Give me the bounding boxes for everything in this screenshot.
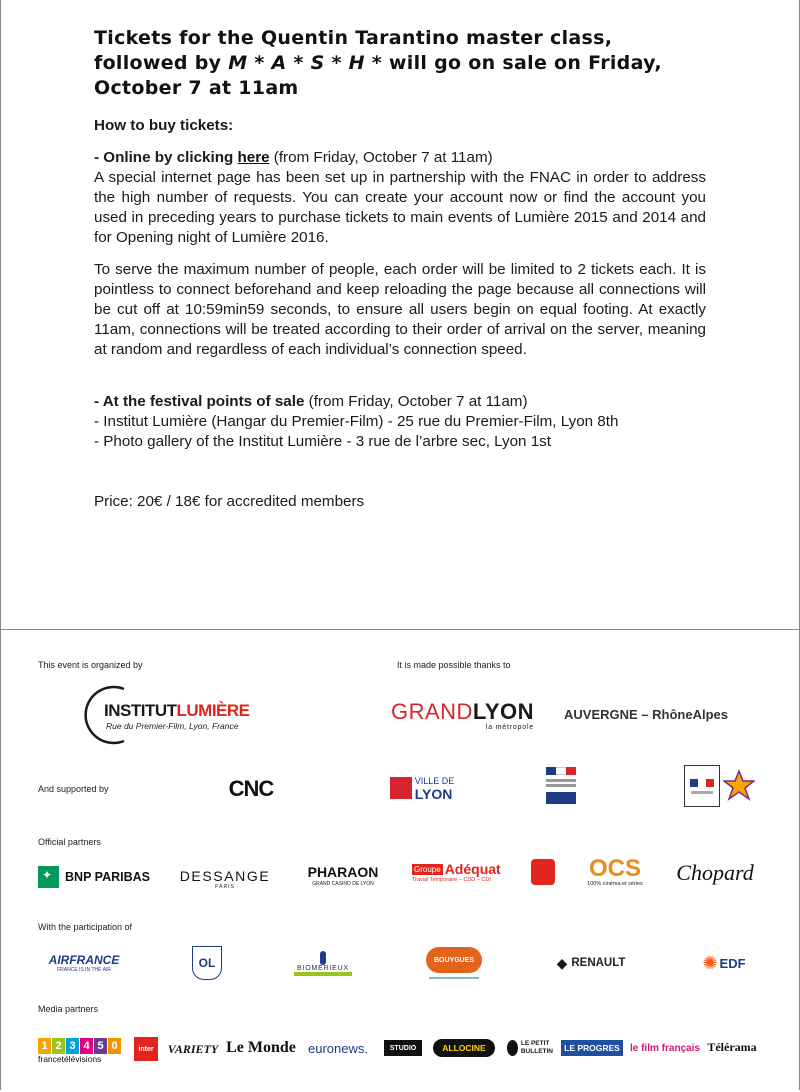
footer-divider <box>0 629 800 630</box>
here-link[interactable]: here <box>237 149 270 166</box>
chopard-logo[interactable]: Chopard <box>676 860 754 885</box>
france-tv-digit: 5 <box>94 1038 107 1054</box>
lion-icon <box>390 777 412 799</box>
ville-de-lyon-text: VILLE DE LYON <box>414 775 455 802</box>
le-film-francais-logo[interactable]: le film français <box>629 1042 701 1054</box>
adequat-wordmark: Groupe Adéquat <box>414 861 501 877</box>
bouygues-bar <box>429 977 479 979</box>
le-petit-bulletin-text: LE PETIT BULLETIN <box>520 1040 553 1055</box>
french-flag-icon <box>690 779 714 787</box>
pharaon-sub: GRAND CASINO DE LYON <box>312 880 374 887</box>
how-heading: How to buy tickets: <box>94 117 234 134</box>
ministry-text-line <box>546 784 576 787</box>
dessange-sub: PARIS <box>215 883 235 890</box>
le-petit-bulletin-dot-icon <box>507 1040 518 1056</box>
ol-logo[interactable]: OL <box>192 946 222 980</box>
caption-official-partners: Official partners <box>38 837 101 847</box>
bnp-wordmark: BNP PARIBAS <box>65 870 150 884</box>
allocine-logo[interactable]: ALLOCINE <box>433 1039 495 1057</box>
prefet-region-logo[interactable] <box>684 765 720 807</box>
air-france-wordmark: AIRFRANCE <box>48 953 120 967</box>
star-icon <box>723 769 755 801</box>
institut-lumiere-subtitle: Rue du Premier-Film, Lyon, France <box>106 721 239 731</box>
renault-diamond-icon: ◆ <box>556 954 568 971</box>
red-partner-badge-icon[interactable] <box>531 859 555 885</box>
festival-line: - At the festival points of sale (from Friday, October 7 at 11am) <box>94 393 528 410</box>
serve-description: To serve the maximum number of people, each order will be limited to 2 tickets each. It is pointless to connect beforehand and keep reloading the page because all connections will be cut off at 10:59min59 seconds, to ensure all users begin on equal footing. At exactly 11am, connections will be treated according to their order of arrival on the server, meaning at random and regardless of each individual’s connection speed. <box>94 261 706 358</box>
semaine-europeenne-logo[interactable] <box>722 763 756 807</box>
grandlyon-subtitle: la métropole <box>485 724 534 731</box>
biomerieux-icon <box>320 951 326 965</box>
france-tv-digit: 0 <box>108 1038 121 1054</box>
pharaon-wordmark: PHARAON <box>307 863 379 880</box>
studio-cine-live-logo[interactable]: STUDIO <box>384 1040 422 1056</box>
le-progres-logo[interactable]: LE PROGRES <box>561 1040 623 1056</box>
edf-wordmark: EDF <box>719 955 746 971</box>
caption-organized-by: This event is organized by <box>38 660 143 670</box>
ministry-text-line <box>691 791 713 794</box>
france-inter-logo[interactable]: inter <box>134 1037 158 1061</box>
telerama-logo[interactable]: Télérama <box>707 1039 757 1054</box>
air-france-sub: FRANCE IS IN THE AIR <box>57 967 111 973</box>
french-flag-icon <box>546 767 576 775</box>
cnc-logo[interactable]: CNC <box>228 776 274 801</box>
renault-logo[interactable] <box>547 952 635 974</box>
adequat-sub: Travail Temporaire – CDD – CDI <box>412 877 491 883</box>
pharaon-logo[interactable] <box>306 859 380 891</box>
ministry-blue-band <box>546 792 576 804</box>
grandlyon-logo[interactable] <box>392 698 534 734</box>
edf-logo[interactable] <box>696 950 752 976</box>
page-title: Tickets for the Quentin Tarantino master class, followed by M * A * S * H * will go on sale on Friday, October 7 at 11am <box>94 27 662 99</box>
france-tv-digits <box>38 1038 122 1054</box>
euronews-logo[interactable]: euronews. <box>308 1040 368 1056</box>
france-tv-digit: 2 <box>52 1038 65 1054</box>
grandlyon-wordmark: GRANDLYON <box>390 699 534 724</box>
ministry-culture-logo[interactable] <box>544 767 578 807</box>
biomerieux-logo[interactable] <box>292 944 354 982</box>
france-tv-wordmark: francetélévisions <box>38 1054 102 1064</box>
biomerieux-green-bar <box>294 972 352 976</box>
point-of-sale-2: - Photo gallery of the Institut Lumière - 3 rue de l’arbre sec, Lyon 1st <box>94 433 551 450</box>
price-text: Price: 20€ / 18€ for accredited members <box>94 493 365 510</box>
bnp-paribas-logo[interactable] <box>38 864 150 890</box>
dessange-logo[interactable] <box>178 868 272 890</box>
bouygues-logo[interactable] <box>425 943 483 983</box>
auvergne-rhone-alpes-logo[interactable]: AUVERGNE – RhôneAlpes <box>564 706 728 722</box>
article <box>94 26 706 512</box>
online-line: - Online by clicking here (from Friday, October 7 at 11am) <box>94 149 493 166</box>
ministry-text-line <box>546 779 576 782</box>
france-televisions-logo[interactable] <box>38 1035 120 1067</box>
france-tv-digit: 3 <box>66 1038 79 1054</box>
bnp-stars-icon: ✦ <box>38 866 59 888</box>
renault-wordmark: RENAULT <box>571 957 626 969</box>
france-tv-digit: 4 <box>80 1038 93 1054</box>
le-monde-logo[interactable]: Le Monde <box>226 1039 296 1056</box>
groupe-adequat-logo[interactable] <box>412 857 501 887</box>
caption-media-partners: Media partners <box>38 1004 99 1014</box>
caption-participation: With the participation of <box>38 922 133 932</box>
institut-lumiere-wordmark: INSTITUTLUMIÈRE <box>104 701 250 720</box>
point-of-sale-1: - Institut Lumière (Hangar du Premier-Film) - 25 rue du Premier-Film, Lyon 8th <box>94 413 619 430</box>
biomerieux-wordmark: BIOMÉRIEUX <box>297 964 349 972</box>
france-tv-digit: 1 <box>38 1038 51 1054</box>
ocs-sub: 100% cinéma et séries <box>587 881 643 887</box>
online-description: A special internet page has been set up in partnership with the FNAC in order to address the high number of requests. You can create your account now or find the account you used in preceding years to purchase tickets to main events of Lumière 2015 and 2014 and for Opening night of Lumière 2016. <box>94 169 706 246</box>
dessange-wordmark: DESSANGE <box>179 867 271 884</box>
caption-made-possible: It is made possible thanks to <box>397 660 511 670</box>
caption-supported-by: And supported by <box>38 784 109 794</box>
variety-logo[interactable]: VARIETY <box>167 1041 219 1056</box>
bouygues-wordmark: BOUYGUES <box>426 947 482 973</box>
le-petit-bulletin-logo[interactable] <box>507 1038 553 1058</box>
ville-de-lyon-logo[interactable] <box>388 775 456 801</box>
edf-sun-icon: ✺ <box>702 952 718 973</box>
ocs-logo[interactable] <box>584 856 646 888</box>
institut-lumiere-logo[interactable] <box>80 683 250 747</box>
air-france-logo[interactable] <box>38 951 130 975</box>
ocs-wordmark: OCS <box>588 855 641 882</box>
